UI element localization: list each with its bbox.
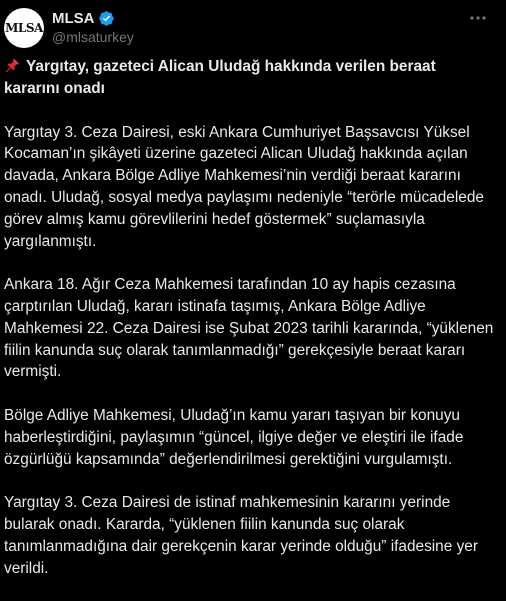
tweet-headline-text: Yargıtay, gazeteci Alican Uludağ hakkında verilen beraat kararını onadı (4, 58, 436, 97)
avatar-logo-text: MLSA (5, 21, 43, 35)
tweet-paragraph-1: Yargıtay 3. Ceza Dairesi, eski Ankara Cumhuriyet Başsavcısı Yüksel Kocaman’ın şikâyeti üzerine gazeteci Alican Uludağ hakkında açılan davada, Ankara Bölge Adliye Mahkemesi’nin verdiği beraat kararını onadı. Uludağ, sosyal medya paylaşımı nedeniyle “terörle mücadelede görev almış kamu görevlilerini hedef göstermek” suçlamasıyla yargılanmıştı. (4, 123, 484, 250)
tweet-header (4, 0, 490, 58)
author-info (52, 8, 134, 45)
more-options-button[interactable] (466, 8, 490, 28)
tweet-paragraph-2: Ankara 18. Ağır Ceza Mahkemesi tarafından 10 ay hapis cezasına çarptırılan Uludağ, kararı istinafa taşımış, Ankara Bölge Adliye Mahkemesi 22. Ceza Dairesi ise Şubat 2023 tarihli kararında, “yüklenen fiilin kanunda suç olarak tanımlanmadığı” gerekçesiyle beraat kararı vermişti. (4, 276, 494, 381)
handle[interactable]: @mlsaturkey (52, 29, 134, 45)
more-options-icon (469, 15, 487, 21)
tweet-paragraph-4: Yargıtay 3. Ceza Dairesi de istinaf mahkemesinin kararını yerinde bularak onadı. Kararda, “yüklenen fiilin kanunda suç olarak tanımlanmadığına dair gerekçenin karar yerinde olduğu” ifadesine yer verildi. (4, 494, 478, 577)
pushpin-icon (4, 57, 20, 73)
tweet-paragraph-3: Bölge Adliye Mahkemesi, Uludağ’ın kamu yararı taşıyan bir konuyu haberleştirdiğini, paylaşımın “güncel, ilgiye değer ve eleştiri ile ifade özgürlüğü kapsamında” değerlendirilmesi gerektiğini vurgulamıştı. (4, 406, 464, 468)
display-name[interactable]: MLSA (52, 9, 95, 27)
avatar[interactable] (4, 8, 44, 48)
verified-badge-icon (98, 10, 115, 27)
tweet-text (4, 56, 494, 601)
tweet-headline (4, 56, 494, 100)
display-name-row (52, 8, 134, 28)
